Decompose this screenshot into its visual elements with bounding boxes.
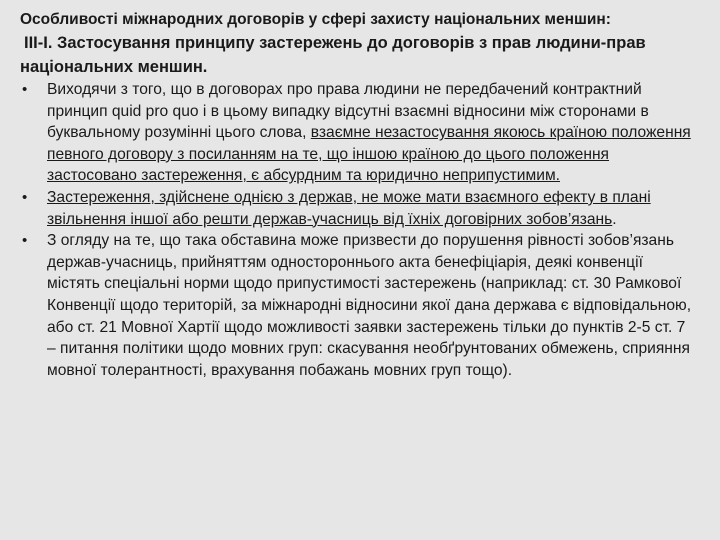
bullet-1-underlined-text: взаємне незастосування якоюсь країною положення певного договору з посиланням на те, що іншою країною до цього положення застосовано застереження, є абсурдним та юридично неприпустимим. bbox=[47, 124, 691, 185]
bullet-icon: • bbox=[22, 232, 28, 250]
bullet-item bbox=[20, 79, 698, 187]
title-line-3: національних меншин. bbox=[20, 58, 208, 76]
bullet-2-underlined-text: Застереження, здійснене однією з держав, не може мати взаємного ефекту в плані звільнення іншої або решти держав-учасниць від їхніх договірних зобов’язань bbox=[47, 188, 651, 228]
bullet-icon: • bbox=[22, 188, 28, 206]
title-line-1: Особливості міжнародних договорів у сфері захисту національних меншин: bbox=[20, 11, 611, 28]
bullet-icon: • bbox=[22, 81, 28, 98]
bullet-2-text-end: . bbox=[612, 210, 617, 228]
bullet-1-text: Виходячи з того, що в договорах про права людини не передбачений контрактний принцип quid pro quo і в цьому випадку відсутні взаємні відносини між сторонами в буквальному розумінні цього слова, bbox=[47, 81, 649, 142]
bullet-3-text: З огляду на те, що така обставина може призвести до порушення рівності зобов’язань держав-учасниць, прийняттям одностороннього акта бенефіціарія, деякі конвенції містять спеціальні норми щодо припустимості застережень (наприклад: ст. 30 Рамкової Конвенції щодо територій, за міжнародні відносини якої дана держава є відповідальною, або ст. 21 Мовної Хартії щодо можливості заявки застережень тільки до пунктів 2-5 ст. 7 – питання політики щодо мовних груп: скасування необґрунтованих обмежень, сприяння мовної толерантності, врахування побажань мовних груп тощо). bbox=[47, 232, 692, 379]
bullet-item bbox=[20, 230, 698, 381]
bullet-list bbox=[20, 79, 698, 381]
title-line-2: ІІІ-І. Застосування принципу застережень до договорів з прав людини-прав bbox=[24, 34, 646, 52]
bullet-item bbox=[20, 187, 698, 230]
